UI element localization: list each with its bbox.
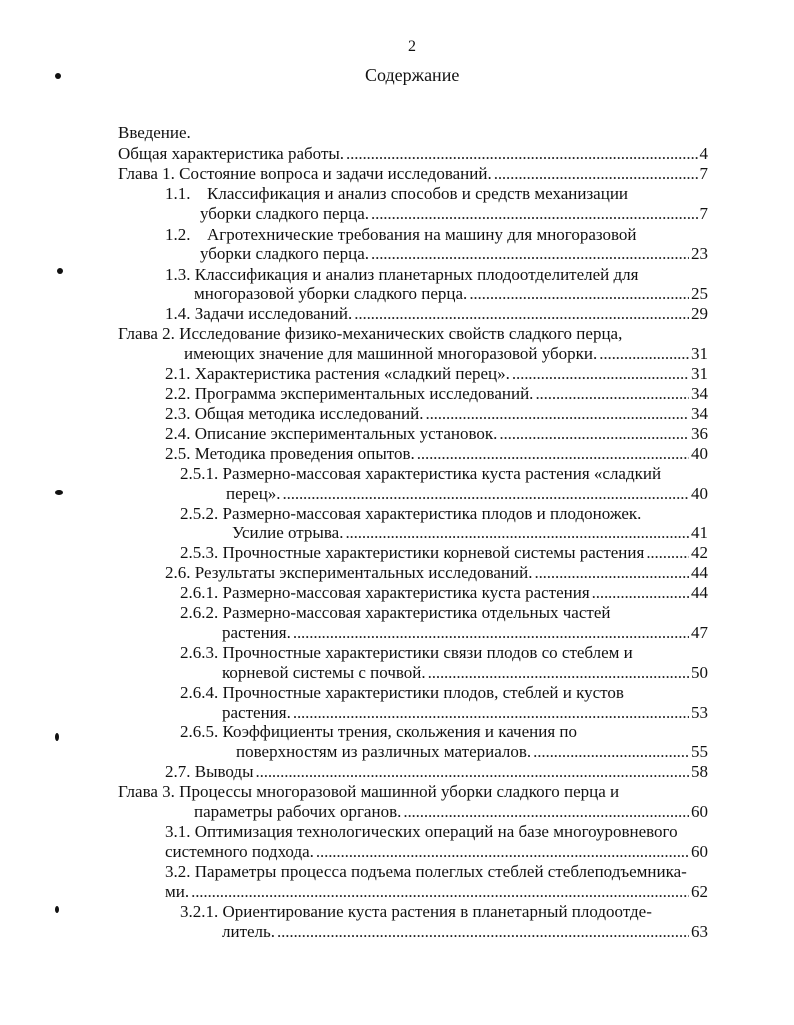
toc-entry-page: 29 (691, 304, 708, 323)
toc-entry-page: 4 (699, 144, 708, 163)
toc-entry (165, 842, 708, 862)
page-number: 2 (408, 38, 416, 55)
toc-entry-text: Классификация и анализ способов и средств механизации (207, 184, 629, 203)
toc-entry (165, 882, 708, 902)
toc-entry-text: 2.5.1. Размерно-массовая характеристика куста растения «сладкий (180, 464, 662, 483)
toc-entry (232, 523, 708, 543)
toc-entry-page: 34 (691, 384, 708, 403)
toc-entry-intro: Введение. (118, 123, 191, 142)
toc-entry-number: 1.2. (165, 225, 191, 244)
toc-entry (165, 762, 708, 782)
toc-entry-page: 58 (691, 762, 708, 781)
toc-entry (180, 583, 708, 603)
toc-entry-text: Глава 2. Исследование физико-механических свойств сладкого перца, (118, 324, 623, 343)
toc-entry-text: уборки сладкого перца. (200, 204, 369, 223)
toc-entry (222, 703, 708, 723)
toc-entry (165, 563, 708, 583)
toc-entry-page: 7 (699, 204, 708, 223)
toc-entry-page: 40 (691, 484, 708, 503)
toc-entry (200, 244, 708, 264)
toc-entry-number: 1.1. (165, 184, 191, 203)
toc-entry (165, 444, 708, 464)
toc-entry-text: системного подхода. (165, 842, 314, 861)
toc-entry (180, 543, 708, 563)
toc-entry-text: 3.1. Оптимизация технологических операций на базе многоуровневого (165, 822, 678, 841)
toc-entry (165, 424, 708, 444)
toc-entry (200, 204, 708, 224)
toc-entry-text: Агротехнические требования на машину для многоразовой (207, 225, 637, 244)
toc-entry-text: 2.3. Общая методика исследований. (165, 404, 424, 423)
toc-entry (165, 404, 708, 424)
toc-entry-page: 7 (699, 164, 708, 183)
toc-entry-text: 2.7. Выводы (165, 762, 254, 781)
scan-mark (55, 906, 59, 913)
toc-entry-text: 2.2. Программа экспериментальных исследований. (165, 384, 534, 403)
toc-entry (165, 364, 708, 384)
toc-entry-text: 2.5. Методика проведения опытов. (165, 444, 415, 463)
toc-entry-text: ми. (165, 882, 190, 901)
toc-entry-page: 36 (691, 424, 708, 443)
toc-entry (165, 384, 708, 404)
toc-entry (222, 922, 708, 942)
toc-entry-text: растения. (222, 703, 291, 722)
toc-entry-page: 44 (691, 583, 708, 602)
toc-entry-text: поверхностям из различных материалов. (236, 742, 532, 761)
toc-entry-page: 42 (691, 543, 708, 562)
toc-entry-text: 2.6. Результаты экспериментальных исследований. (165, 563, 533, 582)
toc-entry-text: 2.1. Характеристика растения «сладкий перец». (165, 364, 510, 383)
toc-entry-page: 23 (691, 244, 708, 263)
toc-entry-text: корневой системы с почвой. (222, 663, 426, 682)
toc-entry-page: 25 (691, 284, 708, 303)
toc-entry-text: 3.2. Параметры процесса подъема полеглых стеблей стеблеподъемника- (165, 862, 687, 881)
toc-entry-text: Общая характеристика работы. (118, 144, 345, 163)
toc-entry-text: уборки сладкого перца. (200, 244, 369, 263)
toc-entry-text: 3.2.1. Ориентирование куста растения в планетарный плодоотде- (180, 902, 652, 921)
toc-entry-page: 55 (691, 742, 708, 761)
toc-entry (194, 802, 708, 822)
toc-entry-text: растения. (222, 623, 291, 642)
toc-entry-text: 2.5.2. Размерно-массовая характеристика плодов и плодоножек. (180, 504, 642, 523)
scan-mark (55, 490, 63, 495)
toc-entry (165, 304, 708, 324)
scan-mark (55, 73, 61, 79)
toc-entry-page: 44 (691, 563, 708, 582)
toc-entry-text: 2.6.1. Размерно-массовая характеристика куста растения (180, 583, 590, 602)
toc-entry-text: литель. (222, 922, 276, 941)
toc-entry-page: 60 (691, 842, 708, 861)
toc-entry-text: 2.6.5. Коэффициенты трения, скольжения и качения по (180, 722, 578, 741)
toc-entry-text: Глава 1. Состояние вопроса и задачи исследований. (118, 164, 492, 183)
toc-entry-page: 31 (691, 344, 708, 363)
toc-entry-page: 47 (691, 623, 708, 642)
toc-entry-text: 2.4. Описание экспериментальных установок. (165, 424, 498, 443)
scan-mark (57, 268, 63, 274)
page-title: Содержание (365, 65, 460, 85)
toc-entry (184, 344, 708, 364)
toc-entry-text: 2.6.2. Размерно-массовая характеристика отдельных частей (180, 603, 611, 622)
toc-entry-page: 41 (691, 523, 708, 542)
toc-entry-text: Глава 3. Процессы многоразовой машинной уборки сладкого перца и (118, 782, 620, 801)
toc-entry-text: 2.6.4. Прочностные характеристики плодов, стеблей и кустов (180, 683, 624, 702)
toc-entry-text: 1.3. Классификация и анализ планетарных плодоотделителей для (165, 265, 639, 284)
toc-entry-page: 63 (691, 922, 708, 941)
toc-entry (118, 164, 708, 184)
toc-entry-page: 50 (691, 663, 708, 682)
toc-entry-page: 53 (691, 703, 708, 722)
toc-entry-text: многоразовой уборки сладкого перца. (194, 284, 468, 303)
toc-entry-page: 60 (691, 802, 708, 821)
toc-entry (222, 623, 708, 643)
toc-entry-text: 2.6.3. Прочностные характеристики связи плодов со стеблем и (180, 643, 633, 662)
toc-entry (236, 742, 708, 762)
toc-entry-page: 40 (691, 444, 708, 463)
scan-mark (55, 733, 59, 741)
toc-entry (226, 484, 708, 504)
toc-entry-text: 2.5.3. Прочностные характеристики корневой системы растения (180, 543, 645, 562)
toc-entry-page: 31 (691, 364, 708, 383)
toc-entry-text: перец». (226, 484, 281, 503)
toc-entry (194, 284, 708, 304)
toc-entry (118, 144, 708, 164)
toc-entry-page: 62 (691, 882, 708, 901)
toc-entry-text: 1.4. Задачи исследований. (165, 304, 353, 323)
toc-entry-text: имеющих значение для машинной многоразовой уборки. (184, 344, 598, 363)
toc-entry (222, 663, 708, 683)
toc-entry-page: 34 (691, 404, 708, 423)
toc-entry-text: параметры рабочих органов. (194, 802, 402, 821)
toc-entry-text: Усилие отрыва. (232, 523, 344, 542)
